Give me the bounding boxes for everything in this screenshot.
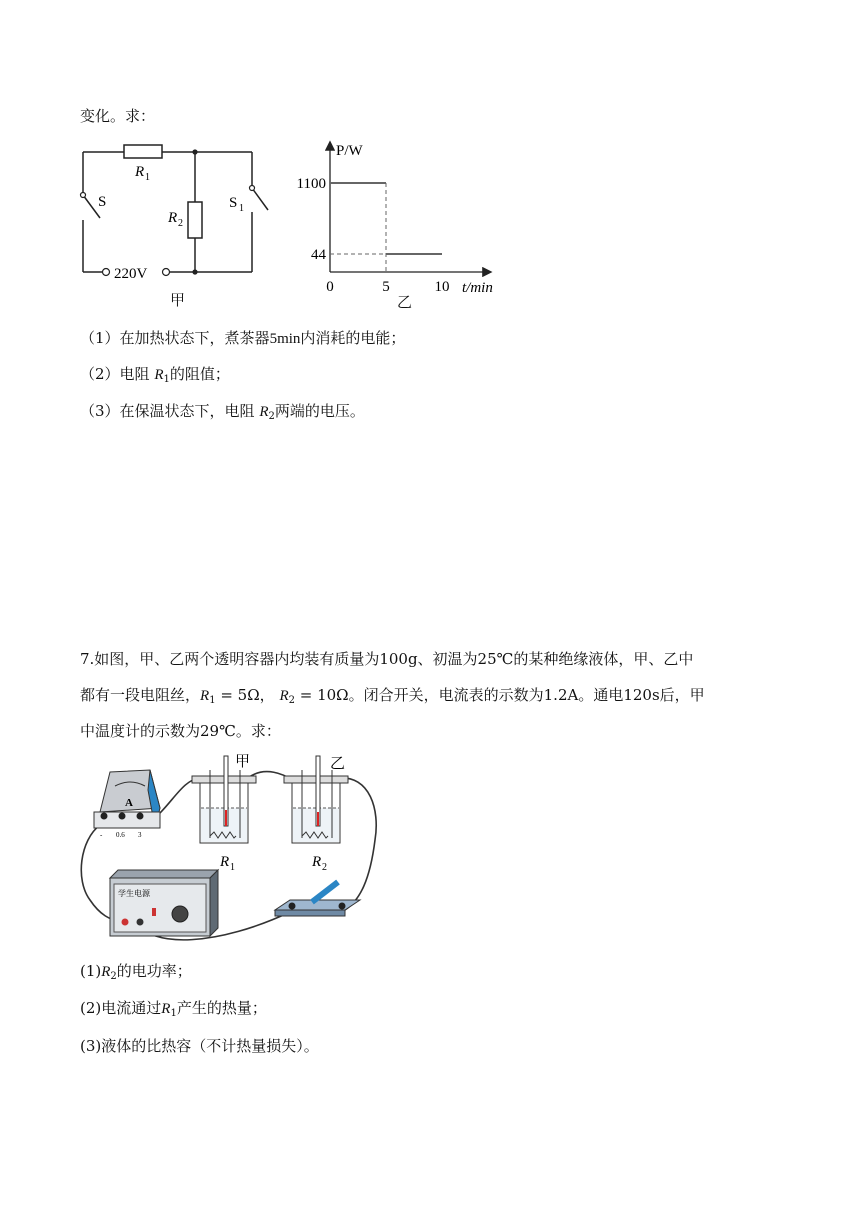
voltage-label: 220V	[114, 266, 148, 282]
svg-text:R: R	[220, 854, 230, 870]
svg-text:3: 3	[138, 831, 142, 839]
q7-question-3: (3)液体的比热容（不计热量损失）。	[80, 1037, 319, 1055]
svg-text:1: 1	[145, 172, 150, 183]
ammeter	[94, 770, 160, 839]
y-tick-1100: 1100	[296, 176, 326, 192]
power-time-graph	[290, 135, 510, 300]
r1-label: R	[135, 164, 145, 180]
x-tick-5: 5	[382, 279, 390, 295]
container-b-label: 乙	[330, 756, 346, 772]
svg-text:2: 2	[322, 862, 327, 873]
r1-resistor	[124, 145, 162, 158]
svg-text:1: 1	[239, 203, 244, 214]
y-axis-label: P/W	[336, 143, 363, 159]
q7-question-1: $(1)R_2$的电功率；	[80, 962, 192, 982]
q6-question-3: （3）在保温状态下，电阻 $R_2$两端的电压。	[80, 402, 365, 422]
q6-question-2: （2）电阻 $R_1$的阻值；	[80, 365, 230, 385]
q6-intro-tail: 变化。求：	[80, 107, 156, 125]
r2-label: R	[168, 210, 178, 226]
knife-switch	[275, 882, 360, 916]
svg-text:0.6: 0.6	[116, 831, 125, 839]
x-tick-0: 0	[326, 279, 334, 295]
svg-text:1: 1	[230, 862, 235, 873]
q7-line-2: 都有一段电阻丝，$R_1 = 5\Omega$， $R_2 = 10\Omega$。闭合开关，电流表的示数为1.2A。通电120s后，甲	[80, 686, 705, 706]
ammeter-label: A	[125, 797, 133, 809]
container-a	[192, 753, 256, 873]
x-tick-10: 10	[434, 279, 450, 295]
container-b	[284, 756, 348, 873]
r2-resistor	[188, 202, 202, 238]
circuit-caption: 甲	[170, 291, 186, 309]
q7-line-3: 中温度计的示数为29℃。求：	[80, 722, 281, 740]
switch-s-label: S	[98, 194, 107, 210]
svg-text:-: -	[100, 831, 103, 839]
svg-text:2: 2	[178, 218, 183, 229]
q7-question-2: (2)电流通过$R_1$产生的热量；	[80, 999, 267, 1019]
circuit-diagram	[78, 140, 278, 315]
svg-text:R: R	[312, 854, 322, 870]
q7-line-1: 7.如图，甲、乙两个透明容器内均装有质量为100g、初温为25℃的某种绝缘液体，甲、乙中	[80, 650, 694, 668]
svg-text:学生电源: 学生电源	[118, 889, 150, 898]
graph-caption: 乙	[397, 293, 413, 311]
x-axis-label: t/min	[462, 280, 493, 296]
switch-s1-label: S	[229, 195, 238, 211]
switch-s1	[252, 188, 268, 210]
apparatus-figure	[70, 750, 390, 950]
container-a-label: 甲	[235, 754, 251, 770]
y-tick-44: 44	[311, 247, 326, 263]
power-supply	[110, 870, 218, 936]
q6-question-1: （1）在加热状态下，煮茶器5min内消耗的电能；	[80, 329, 406, 347]
